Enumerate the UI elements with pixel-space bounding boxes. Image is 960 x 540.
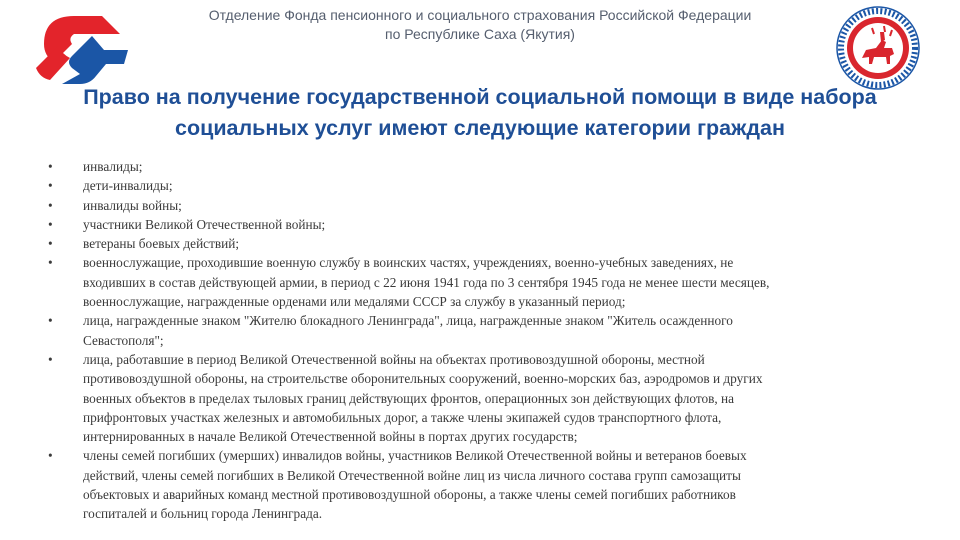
list-item-line: лица, работавшие в период Великой Отечественной войны на объектах противовоздушной обороны, местной [83, 351, 705, 367]
bullet: • [48, 236, 53, 252]
list-item-line: военнослужащие, награжденные орденами или медалями СССР за службу в указанный период; [83, 294, 626, 310]
categories-list [48, 157, 928, 524]
list-item [48, 446, 928, 523]
bullet: • [48, 178, 53, 194]
title-line2: социальных услуг имеют следующие категории граждан [175, 116, 785, 140]
list-item-line: действий, члены семей погибших в Великой Отечественной войне лиц из числа личного состава групп самозащиты [83, 467, 741, 483]
bullet: • [48, 159, 53, 174]
title-line1: Право на получение государственной социальной помощи в виде набора [83, 85, 877, 109]
bullet: • [48, 313, 53, 329]
list-item-text: участники Великой Отечественной войны; [83, 216, 326, 232]
list-item-line: объектовых и аварийных команд местной противовоздушной обороны, а также члены семей погибших работников [83, 487, 736, 503]
list-item [48, 253, 928, 311]
slide-title [30, 82, 930, 144]
bullet: • [48, 255, 53, 271]
bullet: • [48, 351, 53, 367]
list-item-text: инвалиды войны; [83, 197, 182, 213]
bullet: • [48, 197, 53, 213]
bullet: • [48, 216, 53, 232]
list-item-line: военнослужащие, проходившие военную службу в воинских частях, учреждениях, военно-учебных заведениях, не [83, 255, 734, 271]
org-name-line1: Отделение Фонда пенсионного и социального страхования Российской Федерации [208, 7, 752, 23]
list-item-text: инвалиды; [83, 159, 143, 174]
list-item-text: ветераны боевых действий; [83, 236, 240, 252]
list-item-line: Севастополя"; [83, 332, 164, 348]
list-item [48, 176, 928, 195]
list-item-line: лица, награжденные знаком "Жителю блокадного Ленинграда", лица, награжденные знаком "Житель осажденного [83, 313, 733, 329]
list-item-line: госпиталей и больниц города Ленинграда. [83, 506, 323, 522]
list-item-line: противовоздушной обороны, на строительстве оборонительных сооружений, военно-морских баз, аэродромов и других [83, 371, 763, 387]
list-item [48, 350, 928, 446]
list-item-line: военных объектов в пределах тыловых границ действующих фронтов, операционных зон действующих флотов, на [83, 390, 735, 406]
list-item [48, 196, 928, 215]
organization-header [150, 6, 810, 44]
list-item-line: входивших в состав действующей армии, в период с 22 июня 1941 года по 3 сентября 1945 года не менее шести месяцев, [83, 274, 770, 290]
list-item [48, 157, 928, 176]
social-fund-logo [32, 10, 132, 88]
list-item [48, 311, 928, 350]
list-item-line: прифронтовых участках железных и автомобильных дорог, а также члены экипажей судов транспортного флота, [83, 409, 722, 425]
bullet: • [48, 448, 53, 464]
list-item-line: члены семей погибших (умерших) инвалидов войны, участников Великой Отечественной войны и ветеранов боевых [83, 448, 747, 464]
org-name-line2: по Республике Саха (Якутия) [385, 26, 575, 42]
list-item-line: интернированных в начале Великой Отечественной войны в портах других государств; [83, 429, 578, 445]
list-item [48, 215, 928, 234]
list-item-text: дети-инвалиды; [83, 178, 173, 194]
list-item [48, 234, 928, 253]
yakutia-emblem [836, 6, 920, 90]
logo-blue-stroke [62, 36, 128, 84]
